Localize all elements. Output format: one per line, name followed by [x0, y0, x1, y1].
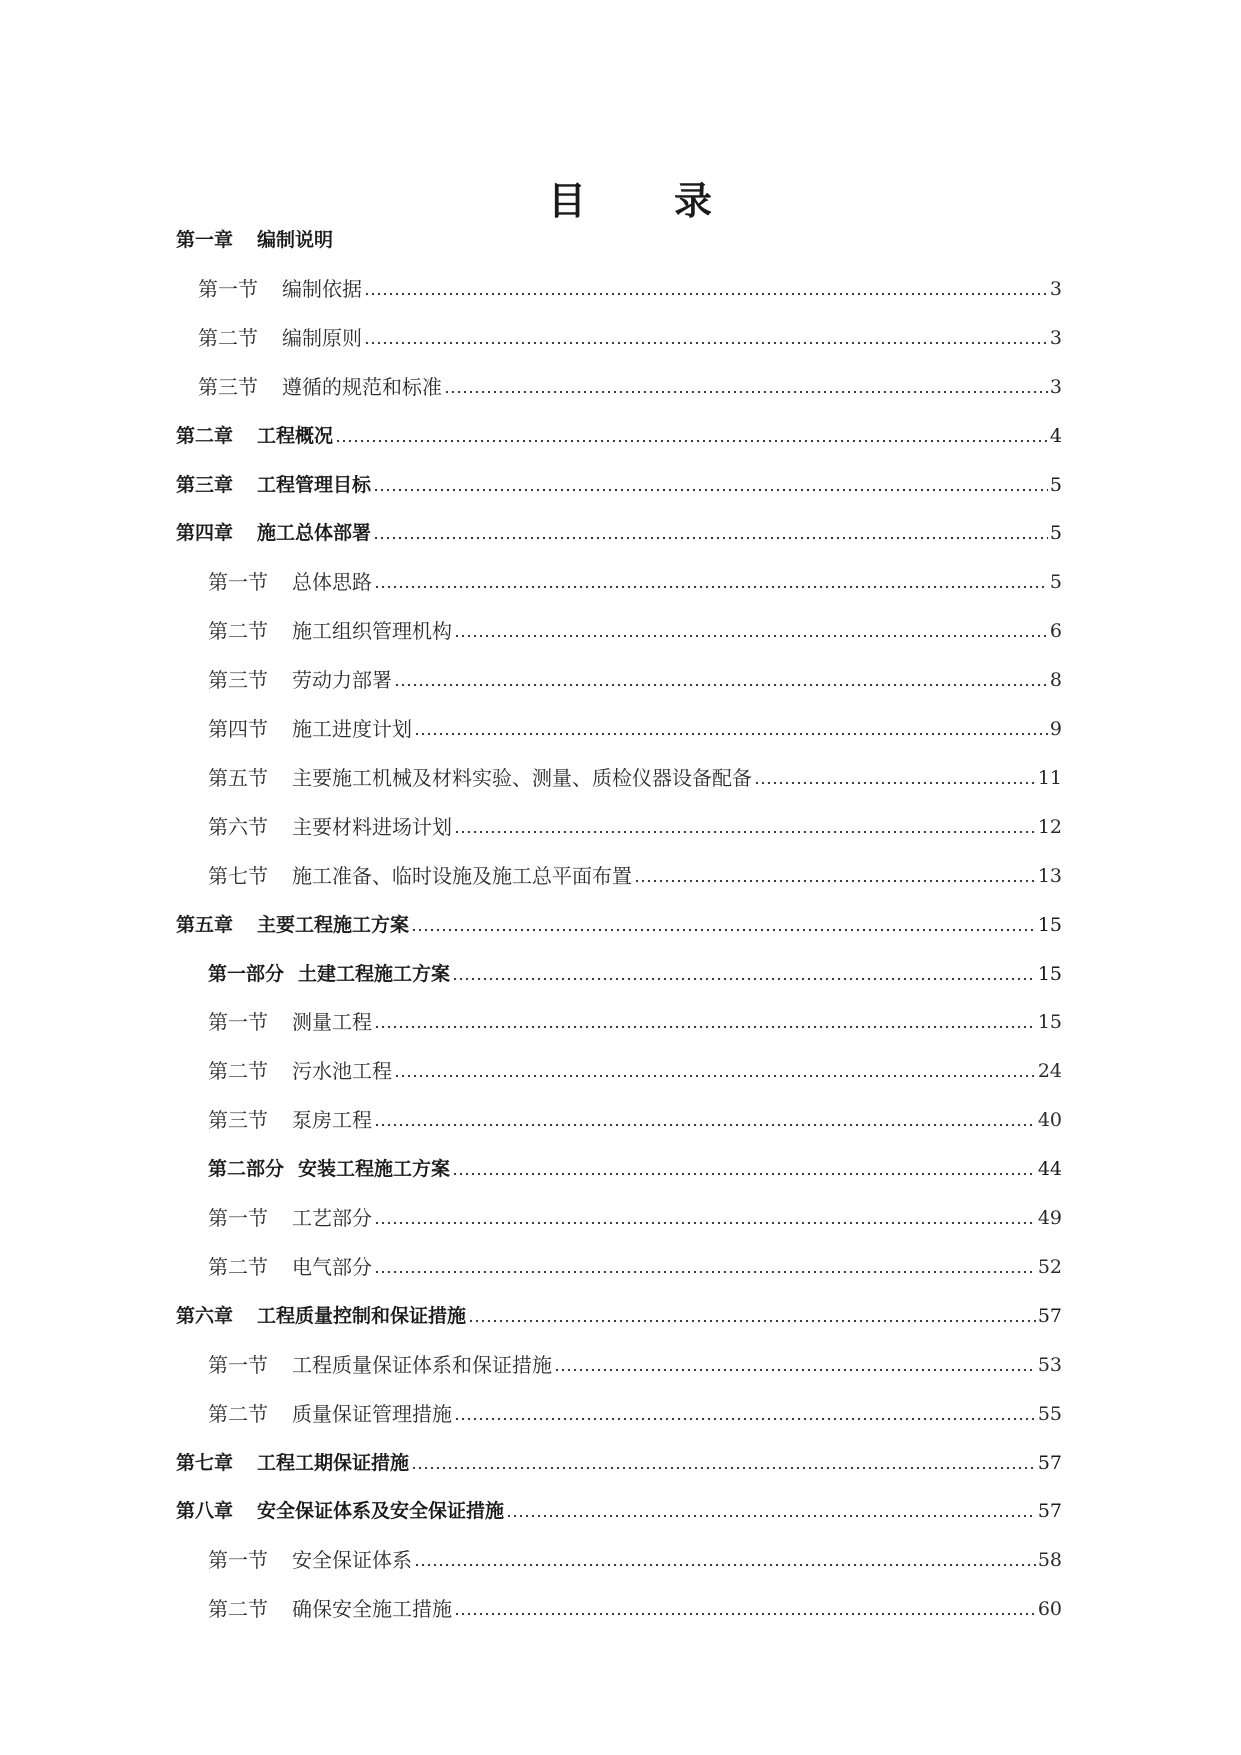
toc-section-entry[interactable]	[208, 1396, 1062, 1432]
toc-entry-title: 测量工程	[292, 1010, 372, 1035]
toc-entry-title: 总体思路	[292, 570, 372, 595]
toc-page-number: 6	[1049, 620, 1062, 643]
toc-entry-number: 第一部分	[208, 962, 285, 985]
toc-section-entry[interactable]	[208, 1200, 1062, 1236]
toc-section-entry[interactable]	[208, 1053, 1062, 1089]
toc-dot-leader	[411, 907, 1036, 943]
toc-dot-leader	[411, 1445, 1036, 1481]
toc-dot-leader	[414, 1542, 1036, 1578]
toc-dot-leader	[506, 1493, 1036, 1529]
toc-entry-number: 第二章	[176, 424, 234, 447]
toc-section-entry[interactable]	[208, 1249, 1062, 1285]
toc-section-entry[interactable]	[208, 613, 1062, 649]
toc-section-entry[interactable]	[208, 1542, 1062, 1578]
toc-entry-title: 编制原则	[282, 325, 362, 350]
toc-dot-leader	[394, 1053, 1036, 1089]
toc-entry-title: 污水池工程	[292, 1059, 392, 1084]
toc-entry-number: 第一章	[176, 229, 234, 251]
toc-entry-title: 泵房工程	[292, 1108, 372, 1133]
toc-entry-number: 第五章	[176, 913, 234, 936]
toc-section-entry[interactable]	[208, 809, 1062, 845]
toc-page-number: 15	[1037, 962, 1062, 985]
toc-entry-number: 第一节	[198, 276, 258, 301]
toc-section-entry[interactable]	[208, 760, 1062, 796]
toc-entry-title: 主要施工机械及材料实验、测量、质检仪器设备配备	[292, 765, 752, 790]
toc-entry-title: 施工总体部署	[257, 522, 372, 545]
toc-dot-leader	[454, 1591, 1036, 1627]
toc-dot-leader	[454, 1396, 1036, 1432]
toc-entry-title: 电气部分	[292, 1254, 372, 1279]
toc-page-number: 3	[1049, 326, 1062, 349]
toc-page-number: 15	[1037, 1011, 1062, 1034]
toc-chapter-entry[interactable]	[176, 1493, 1062, 1529]
page-title-char-2: 录	[674, 179, 713, 223]
toc-part-entry[interactable]	[208, 956, 1062, 992]
toc-entry-number: 第二部分	[208, 1158, 285, 1181]
toc-page-number: 24	[1037, 1060, 1062, 1083]
toc-entry-number: 第七节	[208, 863, 268, 888]
toc-entry-number: 第三节	[198, 374, 258, 399]
toc-page-number: 58	[1037, 1549, 1062, 1572]
toc-section-entry[interactable]	[198, 271, 1062, 307]
toc-page-number: 57	[1037, 1451, 1062, 1474]
page-title	[0, 176, 1241, 226]
toc-page-number: 12	[1037, 815, 1062, 838]
toc-chapter-entry[interactable]	[176, 222, 1062, 258]
toc-page-number: 11	[1037, 766, 1062, 789]
toc-entry-title: 工程概况	[257, 424, 334, 447]
toc-entry-title: 安全保证体系	[292, 1548, 412, 1573]
toc-page-number: 13	[1037, 864, 1062, 887]
toc-entry-title: 安全保证体系及安全保证措施	[257, 1500, 505, 1523]
toc-dot-leader	[374, 1200, 1036, 1236]
toc-entry-number: 第二节	[208, 619, 268, 644]
toc-entry-title: 工艺部分	[292, 1206, 372, 1230]
toc-entry-number: 第三节	[208, 668, 268, 693]
toc-dot-leader	[394, 662, 1048, 698]
toc-page-number: 57	[1037, 1500, 1062, 1523]
toc-entry-number: 第六节	[208, 814, 268, 839]
toc-entry-number: 第一节	[208, 1352, 268, 1377]
toc-page-number: 9	[1049, 718, 1062, 740]
toc-dot-leader	[373, 515, 1048, 551]
toc-dot-leader	[364, 320, 1048, 356]
toc-entry-number: 第一节	[208, 1548, 268, 1573]
toc-entry-number: 第三节	[208, 1108, 268, 1133]
toc-entry-number: 第二节	[208, 1254, 268, 1279]
toc-entry-number: 第八章	[176, 1500, 234, 1523]
toc-entry-number: 第四节	[208, 717, 268, 741]
toc-entry-number: 第三章	[176, 473, 234, 496]
toc-page-number: 8	[1049, 669, 1062, 692]
toc-dot-leader	[468, 1298, 1036, 1334]
toc-section-entry[interactable]	[208, 858, 1062, 894]
toc-page-number: 40	[1037, 1109, 1062, 1132]
toc-dot-leader	[374, 1102, 1036, 1138]
toc-dot-leader	[754, 760, 1036, 796]
toc-entry-title: 劳动力部署	[292, 668, 392, 693]
page-title-char-1: 目	[548, 179, 587, 223]
toc-page-number: 4	[1049, 424, 1062, 447]
toc-entry-number: 第二节	[208, 1597, 268, 1622]
toc-section-entry[interactable]	[208, 711, 1062, 747]
toc-section-entry[interactable]	[198, 369, 1062, 405]
toc-entry-title: 施工组织管理机构	[292, 619, 452, 644]
toc-page-number: 49	[1037, 1207, 1062, 1229]
toc-page-number: 15	[1037, 913, 1062, 936]
toc-entry-title: 编制依据	[282, 276, 362, 301]
toc-entry-number: 第一节	[208, 1010, 268, 1035]
toc-entry-number: 第一节	[208, 1206, 268, 1230]
toc-section-entry[interactable]	[208, 1102, 1062, 1138]
toc-dot-leader	[364, 271, 1048, 307]
toc-chapter-entry[interactable]	[176, 515, 1062, 551]
toc-section-entry[interactable]	[208, 564, 1062, 600]
toc-section-entry[interactable]	[208, 1004, 1062, 1040]
toc-entry-title: 施工准备、临时设施及施工总平面布置	[292, 863, 632, 888]
toc-page-number: 53	[1037, 1353, 1062, 1376]
toc-entry-number: 第七章	[176, 1451, 234, 1474]
toc-page-number: 5	[1049, 522, 1062, 545]
toc-page-number: 52	[1037, 1255, 1062, 1278]
toc-entry-title: 工程工期保证措施	[257, 1451, 410, 1474]
toc-entry-number: 第四章	[176, 522, 234, 545]
toc-page-number: 55	[1037, 1402, 1062, 1425]
toc-dot-leader	[454, 613, 1048, 649]
toc-dot-leader	[373, 467, 1048, 503]
toc-dot-leader	[444, 369, 1048, 405]
toc-dot-leader	[335, 418, 1048, 454]
toc-dot-leader	[452, 1151, 1036, 1187]
toc-entry-number: 第二节	[208, 1059, 268, 1084]
toc-dot-leader	[374, 1004, 1036, 1040]
toc-entry-title: 确保安全施工措施	[292, 1597, 452, 1622]
toc-dot-leader	[554, 1347, 1036, 1383]
toc-chapter-entry[interactable]	[176, 1298, 1062, 1334]
toc-section-entry[interactable]	[198, 320, 1062, 356]
toc-entry-title: 质量保证管理措施	[292, 1401, 452, 1426]
toc-section-entry[interactable]	[208, 662, 1062, 698]
toc-dot-leader	[374, 1249, 1036, 1285]
toc-entry-number: 第二节	[208, 1401, 268, 1426]
toc-page-number: 3	[1049, 375, 1062, 398]
toc-section-entry[interactable]	[208, 1591, 1062, 1627]
toc-entry-title: 土建工程施工方案	[298, 962, 451, 985]
toc-entry-title: 工程管理目标	[257, 473, 372, 496]
toc-chapter-entry[interactable]	[176, 1445, 1062, 1481]
toc-page-number: 57	[1037, 1304, 1062, 1327]
toc-dot-leader	[634, 858, 1036, 894]
toc-page-number: 3	[1049, 277, 1062, 300]
toc-dot-leader	[454, 809, 1036, 845]
toc-chapter-entry[interactable]	[176, 418, 1062, 454]
toc-entry-title: 施工进度计划	[292, 717, 412, 741]
toc-entry-title: 遵循的规范和标准	[282, 374, 442, 399]
toc-entry-number: 第六章	[176, 1304, 234, 1327]
toc-page-number: 5	[1049, 473, 1062, 496]
toc-entry-title: 主要材料进场计划	[292, 814, 452, 839]
toc-page-number: 5	[1049, 571, 1062, 594]
toc-entry-title: 工程质量控制和保证措施	[257, 1304, 467, 1327]
toc-entry-title: 安装工程施工方案	[298, 1158, 451, 1181]
toc-entry-number: 第二节	[198, 325, 258, 350]
toc-dot-leader	[374, 564, 1048, 600]
toc-entry-title: 编制说明	[257, 229, 334, 251]
toc-dot-leader	[414, 711, 1048, 747]
toc-section-entry[interactable]	[208, 1347, 1062, 1383]
toc-chapter-entry[interactable]	[176, 907, 1062, 943]
toc-entry-number: 第五节	[208, 765, 268, 790]
toc-part-entry[interactable]	[208, 1151, 1062, 1187]
toc-dot-leader	[452, 956, 1036, 992]
toc-page-number: 44	[1037, 1158, 1062, 1181]
toc-entry-title: 主要工程施工方案	[257, 913, 410, 936]
toc-entry-title: 工程质量保证体系和保证措施	[292, 1352, 552, 1377]
toc-entry-number: 第一节	[208, 570, 268, 595]
toc-chapter-entry[interactable]	[176, 467, 1062, 503]
toc-page-number: 60	[1037, 1598, 1062, 1621]
